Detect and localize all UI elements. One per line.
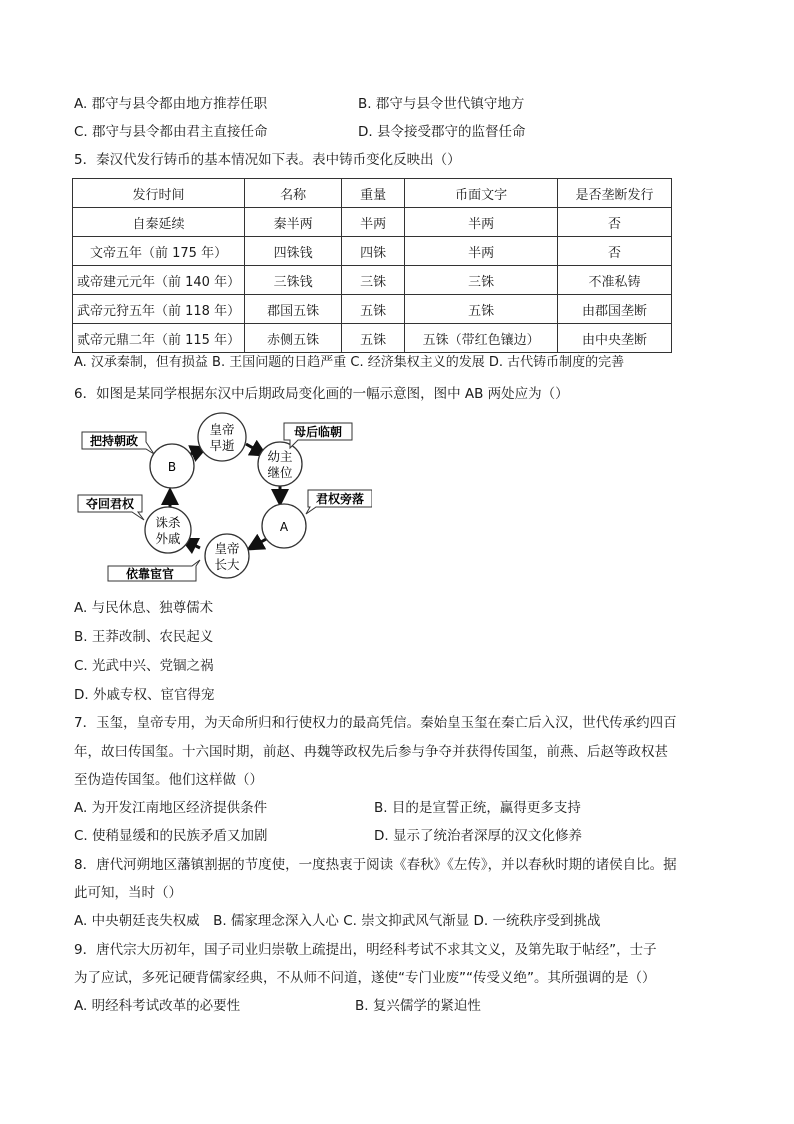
svg-text:幼主: 幼主 xyxy=(267,449,293,464)
table-cell: 五铢 xyxy=(405,295,558,324)
q4-option-a[interactable]: A. 郡守与县令都由地方推荐任职 xyxy=(74,96,268,112)
q9-stem-line: 为了应试，多死记硬背儒家经典，不从师不问道，遂使“专门业废”“传受义绝”。其所强调的是（） xyxy=(74,970,656,986)
table-cell: 否 xyxy=(558,208,672,237)
table-cell: 不准私铸 xyxy=(558,266,672,295)
circle-young-ruler xyxy=(258,442,302,486)
circle-kill-relatives xyxy=(145,507,191,553)
table-row xyxy=(73,208,672,237)
table-cell: 赤侧五铢 xyxy=(245,324,342,353)
table-cell: 贰帝元鼎二年（前 115 年） xyxy=(73,324,245,353)
table-row xyxy=(73,237,672,266)
svg-text:诛杀: 诛杀 xyxy=(155,515,181,530)
table-cell: 文帝五年（前 175 年） xyxy=(73,237,245,266)
coin-table xyxy=(72,178,672,353)
table-cell: 或帝建元元年（前 140 年） xyxy=(73,266,245,295)
label-rely-eunuchs xyxy=(108,560,200,581)
table-cell: 五铢 xyxy=(342,295,405,324)
q7-stem-line: 年，故曰传国玺。十六国时期，前赵、冉魏等政权先后参与争夺并获得传国玺，前燕、后赵等政权甚 xyxy=(74,744,668,760)
label-control-court xyxy=(82,432,154,454)
table-cell: 半两 xyxy=(342,208,405,237)
q7-option-c[interactable]: C. 使稍显缓和的民族矛盾又加剧 xyxy=(74,828,268,844)
q4-option-b[interactable]: B. 郡守与县令世代镇守地方 xyxy=(358,96,525,112)
circle-b xyxy=(150,444,194,488)
label-power-decline xyxy=(306,490,372,514)
q9-option-b[interactable]: B. 复兴儒学的紧迫性 xyxy=(355,998,481,1014)
q6-option-c[interactable]: C. 光武中兴、党锢之祸 xyxy=(74,658,214,674)
table-row xyxy=(73,324,672,353)
q9-option-a[interactable]: A. 明经科考试改革的必要性 xyxy=(74,998,241,1014)
table-cell: 武帝元狩五年（前 118 年） xyxy=(73,295,245,324)
svg-text:长大: 长大 xyxy=(214,557,240,572)
table-cell: 由中央垄断 xyxy=(558,324,672,353)
svg-text:B: B xyxy=(167,460,177,474)
q9-stem-line: 9．唐代宗大历初年，国子司业归崇敬上疏提出，明经科考试不求其文义，及第先取于帖经”，士子 xyxy=(74,942,657,958)
svg-text:继位: 继位 xyxy=(267,465,293,480)
svg-text:把持朝政: 把持朝政 xyxy=(89,434,139,448)
q6-option-a[interactable]: A. 与民休息、独尊儒术 xyxy=(74,600,214,616)
q8-stem-line: 8．唐代河朔地区藩镇割据的节度使，一度热衷于阅读《春秋》《左传》，并以春秋时期的诸侯自比。据 xyxy=(74,857,677,873)
circle-emperor-grown xyxy=(205,534,249,578)
label-regent-empress xyxy=(284,423,352,448)
svg-text:君权旁落: 君权旁落 xyxy=(315,492,365,506)
table-header: 是否垄断发行 xyxy=(558,179,672,208)
q7-stem-line: 至伪造传国玺。他们这样做（） xyxy=(74,772,263,788)
table-cell: 四铢 xyxy=(342,237,405,266)
table-header: 重量 xyxy=(342,179,405,208)
table-row xyxy=(73,266,672,295)
table-cell: 五铢 xyxy=(342,324,405,353)
table-cell: 五铢（带红色镶边） xyxy=(405,324,558,353)
table-cell: 三铢钱 xyxy=(245,266,342,295)
q8-stem-line: 此可知，当时（） xyxy=(74,885,182,901)
svg-text:皇帝: 皇帝 xyxy=(214,541,240,556)
q5-stem: 5．秦汉代发行铸币的基本情况如下表。表中铸币变化反映出（） xyxy=(74,152,461,168)
table-cell: 半两 xyxy=(405,208,558,237)
q6-option-d[interactable]: D. 外戚专权、宦官得宠 xyxy=(74,687,215,703)
table-header: 币面文字 xyxy=(405,179,558,208)
table-cell: 自秦延续 xyxy=(73,208,245,237)
svg-text:母后临朝: 母后临朝 xyxy=(293,425,343,439)
table-row xyxy=(73,295,672,324)
q7-option-d[interactable]: D. 显示了统治者深厚的汉文化修养 xyxy=(374,828,582,844)
table-cell: 半两 xyxy=(405,237,558,266)
table-cell: 由郡国垄断 xyxy=(558,295,672,324)
table-cell: 三铢 xyxy=(342,266,405,295)
table-cell: 秦半两 xyxy=(245,208,342,237)
politics-cycle-diagram xyxy=(72,410,372,585)
table-cell: 三铢 xyxy=(405,266,558,295)
circle-a xyxy=(262,504,306,548)
q4-option-d[interactable]: D. 县令接受郡守的监督任命 xyxy=(358,124,526,140)
svg-text:早逝: 早逝 xyxy=(209,438,235,453)
q5-options[interactable]: A. 汉承秦制，但有损益 B. 王国问题的日趋严重 C. 经济集权主义的发展 D. 古代铸币制度的完善 xyxy=(74,355,625,370)
q6-stem: 6．如图是某同学根据东汉中后期政局变化画的一幅示意图，图中 AB 两处应为（） xyxy=(74,386,569,402)
table-header: 发行时间 xyxy=(73,179,245,208)
circle-emperor-early-death xyxy=(198,413,246,461)
svg-text:外戚: 外戚 xyxy=(155,531,181,546)
table-cell: 否 xyxy=(558,237,672,266)
q6-option-b[interactable]: B. 王莽改制、农民起义 xyxy=(74,629,214,645)
svg-text:皇帝: 皇帝 xyxy=(209,422,235,437)
q7-option-b[interactable]: B. 目的是宣誓正统，赢得更多支持 xyxy=(374,800,581,816)
label-regain-power xyxy=(78,495,144,520)
svg-text:夺回君权: 夺回君权 xyxy=(85,497,135,511)
q4-option-c[interactable]: C. 郡守与县令都由君主直接任命 xyxy=(74,124,268,140)
table-cell: 郡国五铢 xyxy=(245,295,342,324)
svg-text:依靠宦官: 依靠宦官 xyxy=(125,567,175,581)
table-header-row xyxy=(73,179,672,208)
svg-text:A: A xyxy=(279,520,289,534)
q7-stem-line: 7．玉玺，皇帝专用，为天命所归和行使权力的最高凭信。秦始皇玉玺在秦亡后入汉，世代传承约四百 xyxy=(74,715,677,731)
q8-options[interactable]: A. 中央朝廷丧失权威 B. 儒家理念深入人心 C. 崇文抑武风气渐显 D. 一统秩序受到挑战 xyxy=(74,913,601,929)
q7-option-a[interactable]: A. 为开发江南地区经济提供条件 xyxy=(74,800,268,816)
table-header: 名称 xyxy=(245,179,342,208)
table-cell: 四铢钱 xyxy=(245,237,342,266)
